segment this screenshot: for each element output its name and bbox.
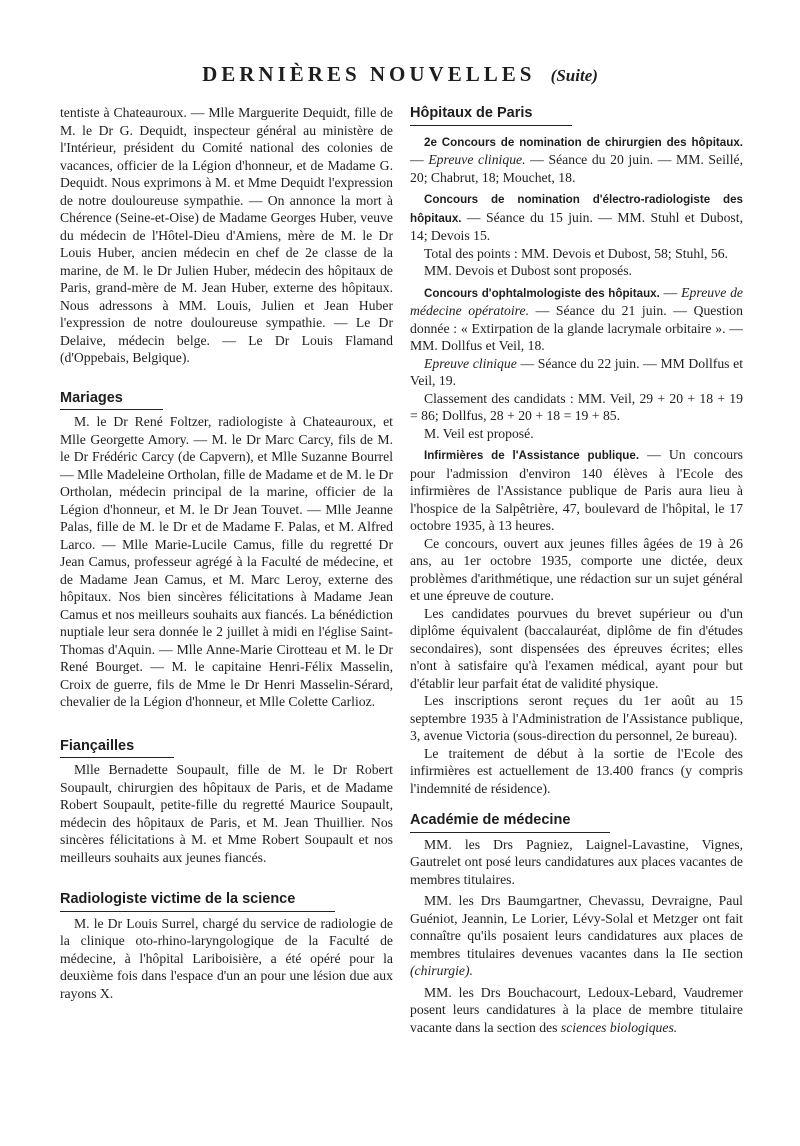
infirmieres-p3: Les candidates pourvues du brevet supérieur ou d'un diplôme équivalent (baccalauréat, diplôme de fin d'études secondaires), sont dispensées des épreuves écrites; elles n'ont à satisfaire qu'à l'examen médical, ayant pour but d'établir leur parfait état de validité physique. (410, 605, 743, 691)
concours-radiologiste-text: — Séance du 15 juin. — MM. Stuhl et Dubost, 14; Devois 15. (410, 209, 743, 243)
section-radiologiste (60, 890, 393, 1002)
left-column (60, 104, 393, 1002)
infirmieres-text: — Un concours pour l'admission d'environ 140 élèves à l'Ecole des infirmières de l'Assistance publique de Paris aura lieu à l'hospice de la Salpêtrière, 47, boulevard de l'hôpital, le 17 octobre 1935, à 13 heures. (410, 447, 744, 533)
academie-p1: MM. les Drs Pagniez, Laignel-Lavastine, Vignes, Gautrelet ont posé leurs candidatures aux places vacantes de membres titulaires. (410, 836, 743, 887)
academie-p2-em: (chirurgie). (410, 963, 473, 978)
concours-ophtalmologiste-text2: — Séance du 22 juin. — MM Dollfus et Veil, 19. (410, 355, 743, 388)
infirmieres-p4: Les inscriptions seront reçues du 1er août au 15 septembre 1935 à l'Administration de l'Assistance publique, 3, avenue Victoria (sous-direction du personnel, 2e bureau). (410, 693, 743, 743)
concours-ophtalmologiste-clinique (410, 355, 743, 390)
concours-chirurgien-text: — Séance du 20 juin. — MM. Seillé, 20; Chabrut, 18; Mouchet, 18. (410, 152, 744, 185)
concours-ophtalmologiste-title: Concours d'ophtalmologiste des hôpitaux. (424, 286, 660, 300)
fiancailles-text: Mlle Bernadette Soupault, fille de M. le Dr Robert Soupault, chirurgien des hôpitaux de Paris, et de Madame Robert Soupault, petite-fille du regretté Maurice Soupault, médecin des hôpitaux de Paris, et M. Jean Thuillier. Nos sincères félicitations à M. et Mme Robert Soupault et nos meilleurs souhaits aux jeunes fiancés. (60, 762, 393, 865)
concours-ophtalmologiste-classement: Classement des candidats : MM. Veil, 29 + 20 + 18 + 19 = 86; Dollfus, 28 + 20 + 18 = 19 + 85. (410, 390, 743, 423)
concours-ophtalmologiste-text: — Séance du 21 juin. — Question donnée : « Extirpation de la glande lacrymale orbitaire ». — MM. Dollfus et Veil, 18. (410, 303, 743, 353)
concours-radiologiste-proposes: MM. Devois et Dubost sont proposés. (424, 263, 632, 278)
page-title (0, 62, 800, 87)
concours-chirurgien-epreuve: Epreuve clinique. (428, 152, 526, 167)
right-column (410, 104, 743, 1036)
academie-p3-text: MM. les Drs Bouchacourt, Ledoux-Lebard, Vaudremer posent leurs candidatures à la place de membre titulaire vacante dans la section des (410, 984, 743, 1035)
title-suite: (Suite) (550, 66, 598, 85)
infirmieres (410, 446, 743, 535)
infirmieres-p5: Le traitement de début à la sortie de l'Ecole des infirmières est actuellement de 13.400 francs (y compris l'indemnité de résidence). (410, 745, 743, 796)
academie-p2-text: MM. les Drs Baumgartner, Chevassu, Devraigne, Paul Guéniot, Jeannin, Le Lorier, Lévy-Solal et Metzger ont fait connaître qu'ils posaient leurs candidatures aux places de membres titulaires devenues vacantes dans la IIe section (410, 893, 743, 961)
concours-radiologiste-title: Concours de nomination d'électro-radiologiste des hôpitaux. (410, 193, 743, 225)
section-hopitaux (410, 104, 743, 797)
heading-radiologiste: Radiologiste victime de la science (60, 891, 335, 912)
concours-chirurgien: 2e Concours de nomination de chirurgien des hôpitaux. — Epreuve clinique. — Séance du 20 juin. — MM. Seillé, 20; Chabrut, 18; Mouchet, 18. (410, 135, 744, 185)
academie-p3-em: sciences biologiques. (560, 1019, 678, 1035)
infirmieres-p2: Ce concours, ouvert aux jeunes filles âgées de 19 à 26 ans, au 1er octobre 1935, comporte une dictée, deux problèmes d'arithmétique, une rédaction sur un sujet général et une épreuve de couture. (410, 535, 743, 603)
concours-ophtalmologiste-propose: M. Veil est proposé. (424, 425, 534, 441)
concours-radiologiste (410, 190, 743, 245)
section-fiancailles (60, 737, 393, 867)
infirmieres-title: Infirmières de l'Assistance publique. (424, 449, 640, 462)
heading-fiancailles: Fiançailles (60, 738, 174, 759)
concours-ophtalmologiste: Concours d'ophtalmologiste des hôpitaux. — Epreuve de médecine opératoire. — Séance du 21 juin. — Question donnée : « Extirpation de la glande lacrymale orbitaire ». — MM. Dollfus et Veil, 18. (410, 284, 744, 353)
intro-paragraph: tentiste à Chateauroux. — Mlle Marguerite Dequidt, fille de M. le Dr G. Dequidt, inspecteur général au ministère de l'Intérieur, président du Comité national des colonies de vacances, officier de la Légion d'honneur, et de Madame G. Dequidt. Nous exprimons à M. et Mme Dequidt l'expression de notre douloureuse sympathie. — On annonce la mort à Chérence (Seine-et-Oise) de Madame Georges Huber, veuve du médecin de l'Hôtel-Dieu d'Amiens, mère de M. le Dr Louis Huber, ancien médecin en chef de 2e classe de la marine, de M. le Dr Julien Huber, médecin des hôpitaux de Paris, grand-mère de M. Jean Huber, externe des hôpitaux. Nous adressons à MM. Louis, Julien et Jean Huber l'expression de notre douloureuse sympathie. — Le Dr Delaive, médecin belge. — Le Dr Louis Flamand (d'Oppebais, Belgique). (60, 105, 393, 365)
heading-academie: Académie de médecine (410, 812, 610, 833)
mariages-text: M. le Dr René Foltzer, radiologiste à Chateauroux, et Mlle Georgette Amory. — M. le Dr Marc Carcy, fils de M. le Dr Frédéric Carcy (de Capvern), et Mlle Suzanne Bourrel — Mlle Madeleine Ortholan, fille de Madame et de M. le Dr Ortholan, médecin principal de la marine, officier de la Légion d'honneur, et M. le Dr Jean Touvet. — Mlle Jeanne Palas, fille de M. le Dr et de Madame F. Palas, et M. Alfred Larco. — Mlle Marie-Lucile Camus, fille du regretté Dr Jean Camus, professeur agrégé à la Faculté de médecine, et de Madame Jean Camus, et M. Marc Leroy, externe des hôpitaux. Nos bien sincères félicitations à Madame Jean Camus et nos meilleurs souhaits aux fiancés. La bénédiction nuptiale leur sera donnée le 2 juillet à midi en l'église Saint-Thomas d'Aquin. — Mlle Anne-Marie Cirotteau et M. le Dr René Bourget. — M. le capitaine Henri-Félix Masselin, Croix de guerre, fils de Mme le Dr Henri Masselin-Sérard, chevalier de la Légion d'honneur, et Mlle Colette Carlioz. (60, 414, 393, 709)
section-academie (410, 811, 743, 1036)
heading-mariages: Mariages (60, 390, 163, 411)
concours-ophtalmologiste-epreuve: Epreuve de médecine opératoire. (410, 284, 744, 318)
academie-p3 (410, 984, 743, 1037)
concours-chirurgien-title: 2e Concours de nomination de chirurgien des hôpitaux. (424, 135, 743, 149)
concours-radiologiste-total: Total des points : MM. Devois et Dubost, 58; Stuhl, 56. (424, 245, 728, 261)
section-mariages (60, 389, 393, 711)
concours-ophtalmologiste-epreuve2: Epreuve clinique (424, 355, 517, 371)
radiologiste-text: M. le Dr Louis Surrel, chargé du service de radiologie de la clinique oto-rhino-laryngologique de la Faculté de médecine, à l'hôpital Lariboisière, a été opéré pour la deuxième fois dans l'espace d'un an pour une lésion due aux rayons X. (60, 915, 393, 1001)
title-text: DERNIÈRES NOUVELLES (202, 62, 536, 86)
heading-hopitaux: Hôpitaux de Paris (410, 105, 572, 126)
academie-p2 (410, 892, 743, 980)
